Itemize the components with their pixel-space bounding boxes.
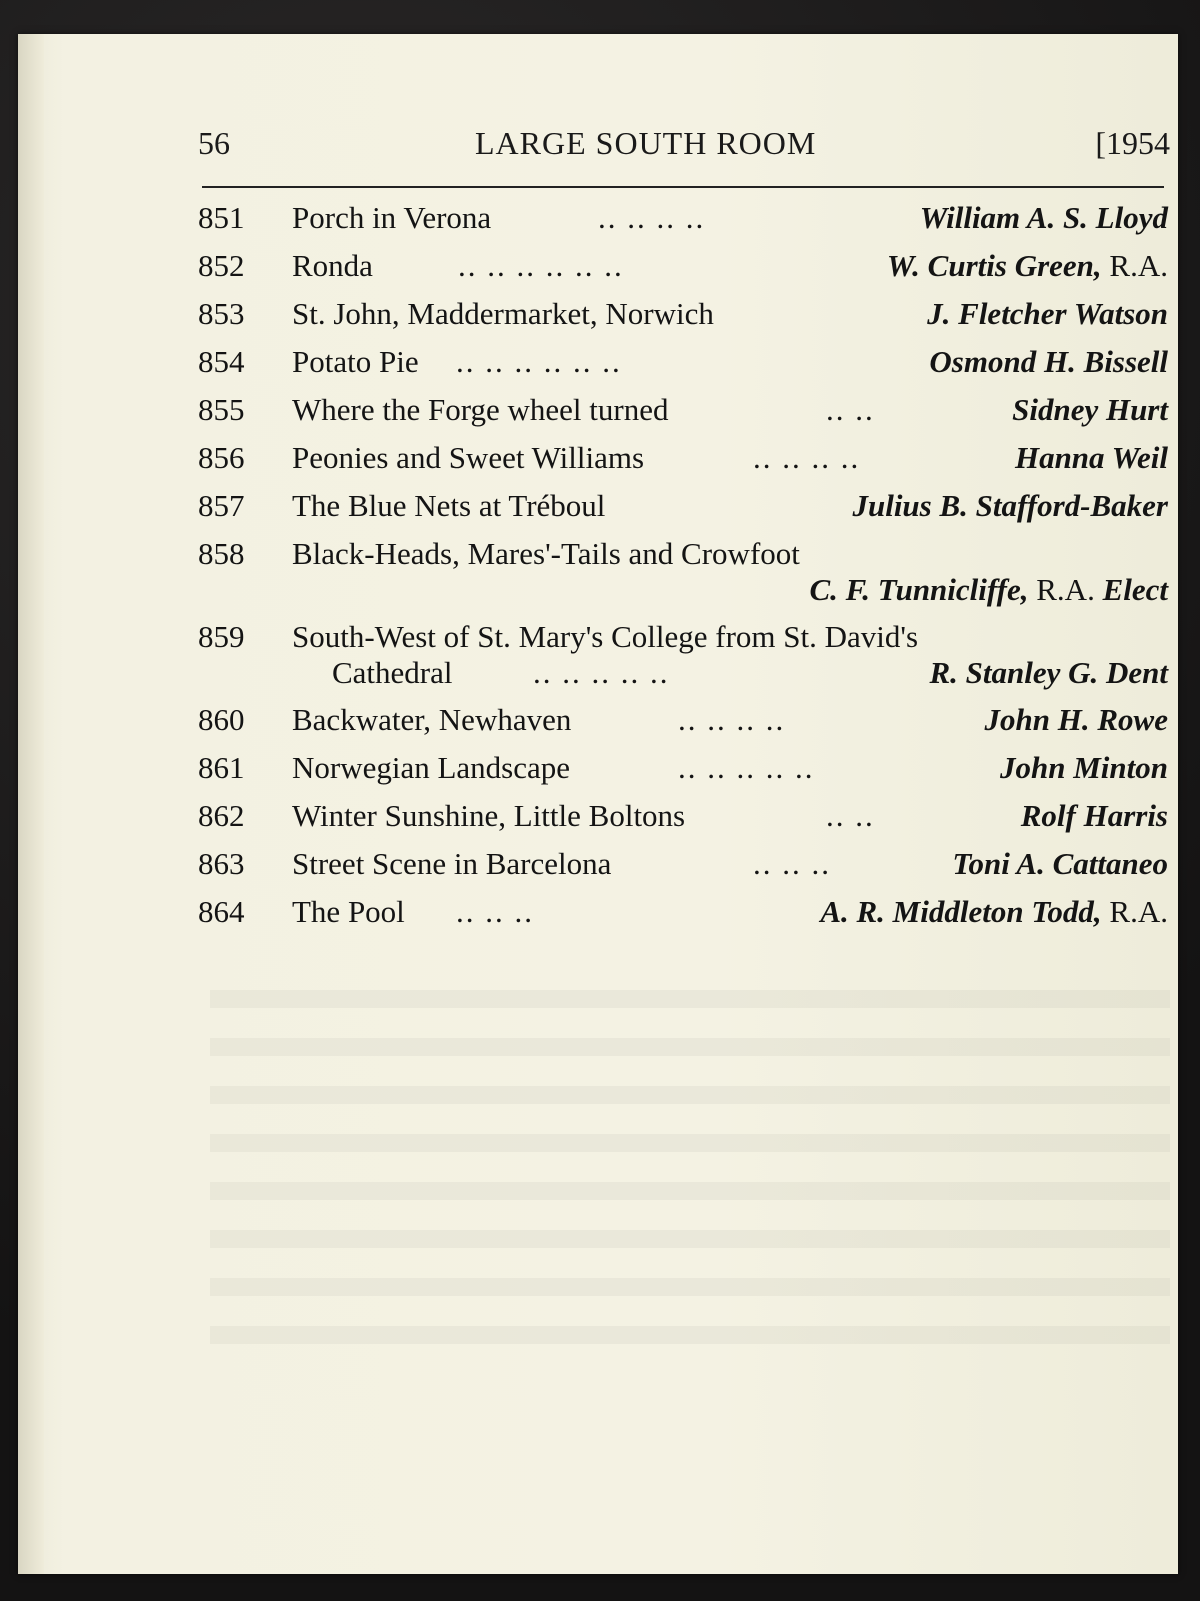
entry-number: 859 <box>198 619 245 654</box>
entry-number: 857 <box>198 488 245 523</box>
entry-number: 852 <box>198 248 245 283</box>
artist-honour-elect: Elect <box>1094 572 1168 607</box>
entry-number: 853 <box>198 296 245 331</box>
catalogue-entry <box>198 536 1168 619</box>
catalogue-entry <box>198 846 1168 894</box>
artist-name: W. Curtis Green, <box>886 248 1102 283</box>
entry-artist <box>920 200 1168 236</box>
catalogue-entry <box>198 619 1168 702</box>
entry-title: Winter Sunshine, Little Boltons <box>292 798 686 833</box>
artist-name: Rolf Harris <box>1020 798 1168 833</box>
entry-number: 861 <box>198 750 245 785</box>
entry-title: Ronda <box>292 248 373 283</box>
entry-artist <box>1021 798 1168 834</box>
entry-artist <box>985 702 1168 738</box>
entry-title: The Pool <box>292 894 405 929</box>
artist-name: William A. S. Lloyd <box>919 200 1168 235</box>
artist-name: John Minton <box>999 750 1168 785</box>
leader-dots: .. .. <box>826 798 875 833</box>
entry-artist <box>1000 750 1168 786</box>
entry-number: 855 <box>198 392 245 427</box>
entry-title: Norwegian Landscape <box>292 750 571 785</box>
entry-artist <box>927 296 1168 332</box>
catalogue-entry <box>198 702 1168 750</box>
entry-artist <box>852 488 1168 524</box>
entry-artist <box>929 344 1168 380</box>
entry-artist <box>1012 392 1168 428</box>
artist-honour: R.A. <box>1101 248 1168 283</box>
catalogue-entry <box>198 200 1168 248</box>
entry-artist <box>1015 440 1168 476</box>
artist-name: Julius B. Stafford-Baker <box>852 488 1168 523</box>
entry-title: Backwater, Newhaven <box>292 702 572 737</box>
artist-name: Osmond H. Bissell <box>929 344 1168 379</box>
page-number: 56 <box>198 125 230 161</box>
entry-title: Street Scene in Barcelona <box>292 846 612 881</box>
leader-dots: .. .. .. .. .. .. <box>456 344 622 379</box>
catalogue-entries <box>198 200 1168 942</box>
entry-title: Porch in Verona <box>292 200 492 235</box>
entry-artist <box>929 655 1168 691</box>
artist-name: Toni A. Cattaneo <box>952 846 1168 881</box>
leader-dots: .. .. .. .. .. .. <box>458 248 624 283</box>
catalogue-entry <box>198 894 1168 942</box>
catalogue-entry <box>198 798 1168 846</box>
entry-title: Where the Forge wheel turned <box>292 392 669 427</box>
artist-name: Sidney Hurt <box>1012 392 1168 427</box>
entry-title: Black-Heads, Mares'-Tails and Crowfoot <box>292 536 800 571</box>
catalogue-entry <box>198 296 1168 344</box>
entry-number: 860 <box>198 702 245 737</box>
header-rule <box>202 186 1164 188</box>
catalogue-entry <box>198 344 1168 392</box>
entry-number: 864 <box>198 894 245 929</box>
section-title: LARGE SOUTH ROOM <box>475 125 817 161</box>
entry-number: 854 <box>198 344 245 379</box>
leader-dots: .. .. .. .. <box>598 200 706 235</box>
artist-name: J. Fletcher Watson <box>927 296 1168 331</box>
year-bracket: [1954 <box>1095 125 1170 161</box>
artist-name: R. Stanley G. Dent <box>929 655 1168 690</box>
artist-name: Hanna Weil <box>1014 440 1168 475</box>
entry-number: 862 <box>198 798 245 833</box>
entry-artist <box>887 248 1168 284</box>
leader-dots: .. .. .. .. .. <box>678 750 815 785</box>
entry-title-continued: Cathedral <box>332 655 453 690</box>
entry-title: Potato Pie <box>292 344 419 379</box>
entry-artist <box>952 846 1168 882</box>
catalogue-entry <box>198 488 1168 536</box>
entry-number: 856 <box>198 440 245 475</box>
leader-dots: .. .. .. .. <box>678 702 786 737</box>
entry-title: South-West of St. Mary's College from St. David's <box>292 619 919 654</box>
catalogue-entry <box>198 392 1168 440</box>
leader-dots: .. .. .. .. .. <box>533 655 670 690</box>
entry-title: St. John, Maddermarket, Norwich <box>292 296 714 331</box>
entry-number: 863 <box>198 846 245 881</box>
catalogue-entry <box>198 248 1168 296</box>
leader-dots: .. .. .. <box>753 846 831 881</box>
running-head <box>0 125 1200 173</box>
entry-title: Peonies and Sweet Williams <box>292 440 645 475</box>
artist-name: John H. Rowe <box>984 702 1168 737</box>
page-gutter-edge <box>18 34 44 1574</box>
artist-name: C. F. Tunnicliffe, <box>809 572 1029 607</box>
leader-dots: .. .. .. .. <box>753 440 861 475</box>
entry-artist <box>820 894 1168 930</box>
artist-honour: R.A. <box>1028 572 1095 607</box>
entry-title: The Blue Nets at Tréboul <box>292 488 606 523</box>
entry-number: 851 <box>198 200 245 235</box>
entry-artist <box>809 572 1168 608</box>
catalogue-entry <box>198 440 1168 488</box>
leader-dots: .. .. <box>826 392 875 427</box>
catalogue-entry <box>198 750 1168 798</box>
artist-name: A. R. Middleton Todd, <box>820 894 1102 929</box>
leader-dots: .. .. .. <box>456 894 534 929</box>
entry-number: 858 <box>198 536 245 571</box>
artist-honour: R.A. <box>1101 894 1168 929</box>
